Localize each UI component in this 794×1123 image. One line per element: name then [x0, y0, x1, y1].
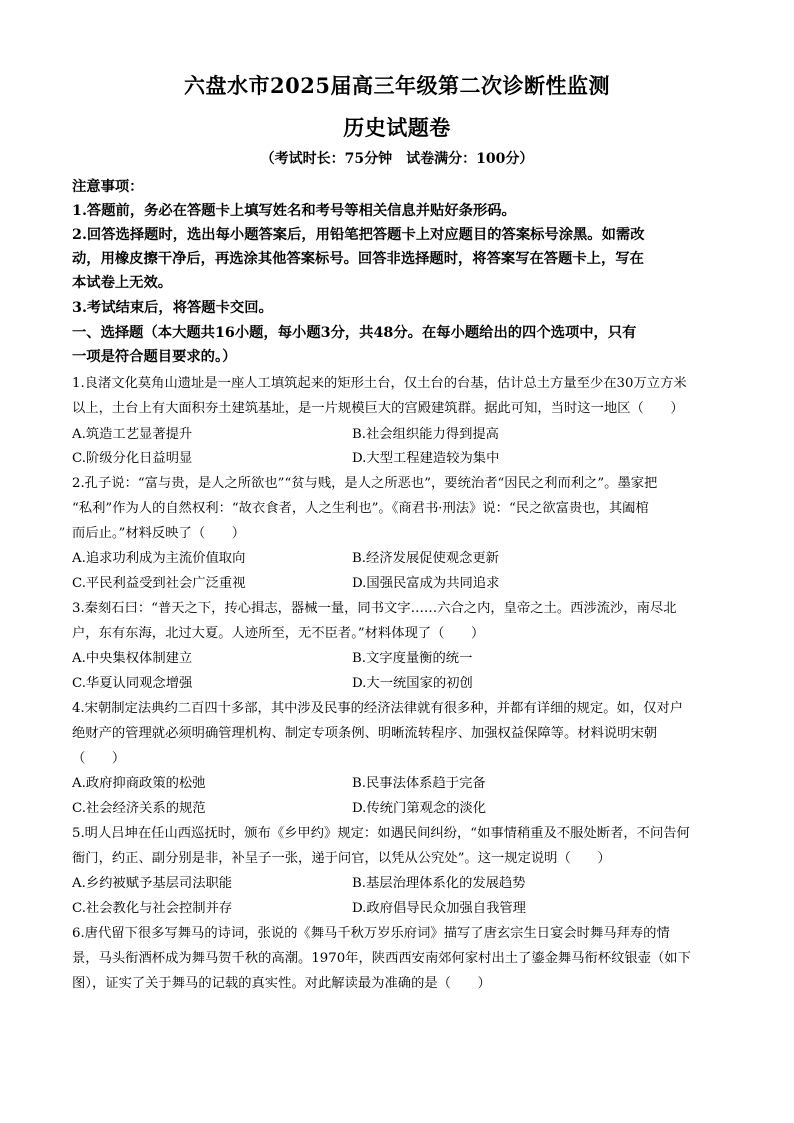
question-5-option-b: B.基层治理体系化的发展趋势: [352, 876, 526, 891]
question-3-line-1: 3.秦刻石曰：“普天之下，抟心揖志，器械一量，同书文字……六合之内，皇帝之土。西涉流沙，南尽北: [72, 601, 677, 616]
question-2-line-2: “私利”作为人的自然权利：“故衣食者，人之生利也”。《商君书·刑法》说：“民之欲富贵也，其阖棺: [72, 501, 649, 516]
question-5-option-a: A.乡约被赋予基层司法职能: [72, 876, 233, 891]
question-2-line-1: 2.孔子说：“富与贵，是人之所欲也”“贫与贱，是人之所恶也”，要统治者“因民之利而利之”。墨家把: [72, 476, 658, 491]
question-3-option-a: A.中央集权体制建立: [72, 651, 193, 666]
question-6-line-1: 6.唐代留下很多写舞马的诗词，张说的《舞马千秋万岁乐府词》描写了唐玄宗生日宴会时舞马拜寿的情: [72, 926, 670, 941]
question-1-option-b: B.社会组织能力得到提高: [352, 427, 499, 442]
question-5-line-2: 衙门，约正、副分别是非，补呈子一张，递于问官，以凭从公究处”。这一规定说明（ ）: [72, 851, 611, 866]
question-4-option-c: C.社会经济关系的规范: [72, 801, 206, 816]
question-4-line-1: 4.宋朝制定法典约二百四十多部，其中涉及民事的经济法律就有很多种，并都有详细的规定。如，仅对户: [72, 701, 684, 716]
question-6-line-3: 图），证实了关于舞马的记载的真实性。对此解读最为准确的是（ ）: [72, 976, 491, 991]
question-4-option-a: A.政府抑商政策的松弛: [72, 776, 206, 791]
exam-title: 六盘水市2025届高三年级第二次诊断性监测: [184, 73, 610, 98]
question-4-line-2: 绝财产的管理就必须明确管理机构、制定专项条例、明晰流转程序、加强权益保障等。材料说明宋朝: [72, 726, 658, 741]
question-1-line-1: 1.良渚文化莫角山遗址是一座人工填筑起来的矩形土台，仅土台的台基，估计总土方量至少在30万立方米: [72, 376, 687, 391]
notice-item-1: 1.答题前，务必在答题卡上填写姓名和考号等相关信息并贴好条形码。: [72, 203, 516, 219]
question-5-option-d: D.政府倡导民众加强自我管理: [352, 901, 526, 916]
section-heading-line-2: 一项是符合题目要求的。）: [72, 349, 237, 365]
subject-title: 历史试题卷: [343, 115, 451, 140]
question-1-option-a: A.筑造工艺显著提升: [72, 427, 193, 442]
question-2-line-3: 而后止。”材料反映了（ ）: [72, 526, 246, 541]
question-3-option-d: D.大一统国家的初创: [352, 676, 473, 691]
question-2-option-a: A.追求功利成为主流价值取向: [72, 551, 246, 566]
question-4-line-3: （ ）: [72, 751, 126, 766]
question-3-option-b: B.文字度量衡的统一: [352, 651, 473, 666]
question-5-option-c: C.社会教化与社会控制并存: [72, 901, 233, 916]
question-6-line-2: 景，马头衔酒杯成为舞马贺千秋的高潮。1970年，陕西西安南郊何家村出土了鎏金舞马衔杯纹银壶（如下: [72, 951, 691, 966]
notice-item-2-line-1: 2.回答选择题时，选出每小题答案后，用铅笔把答题卡上对应题目的答案标号涂黑。如需改: [72, 227, 645, 243]
question-5-line-1: 5.明人吕坤在任山西巡抚时，颁布《乡甲约》规定：如遇民间纠纷，“如事情稍重及不服处断者，不问告何: [72, 826, 690, 841]
question-2-option-d: D.国强民富成为共同追求: [352, 576, 500, 591]
section-heading-line-1: 一、选择题（本大题共16小题，每小题3分，共48分。在每小题给出的四个选项中，只有: [72, 325, 637, 341]
question-1-option-d: D.大型工程建造较为集中: [352, 451, 500, 466]
question-3-line-2: 户，东有东海，北过大夏。人迹所至，无不臣者。”材料体现了（ ）: [72, 626, 485, 641]
notice-heading: 注意事项：: [72, 179, 144, 195]
question-1-option-c: C.阶级分化日益明显: [72, 451, 193, 466]
question-1-line-2: 以上，土台上有大面积夯土建筑基址，是一片规模巨大的宫殿建筑群。据此可知，当时这一地区（ ）: [72, 401, 684, 416]
question-2-option-b: B.经济发展促使观念更新: [352, 551, 499, 566]
exam-info: （考试时长：75分钟 试卷满分：100分）: [260, 151, 534, 167]
notice-item-2-line-3: 本试卷上无效。: [72, 275, 173, 291]
question-3-option-c: C.华夏认同观念增强: [72, 676, 193, 691]
notice-item-2-line-2: 动，用橡皮擦干净后，再选涂其他答案标号。回答非选择题时，将答案写在答题卡上，写在: [72, 251, 644, 267]
question-4-option-d: D.传统门第观念的淡化: [352, 801, 487, 816]
question-2-option-c: C.平民利益受到社会广泛重视: [72, 576, 246, 591]
question-4-option-b: B.民事法体系趋于完备: [352, 776, 486, 791]
notice-item-3: 3.考试结束后，将答题卡交回。: [72, 300, 273, 316]
